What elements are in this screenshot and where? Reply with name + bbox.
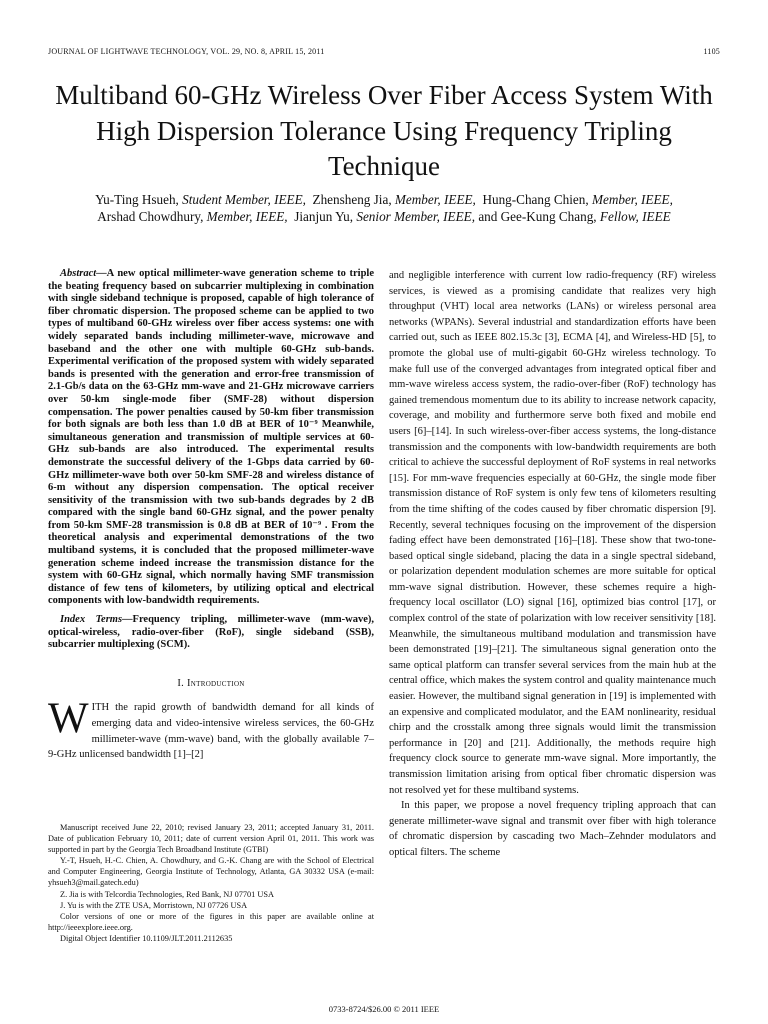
index-terms-text: —Frequency tripling, millimeter-wave (mm-wave), optical-wireless, radio-over-fiber (RoF), single sideband (SSB), subcarrier multiplexing (SCM). bbox=[48, 614, 374, 651]
author-name: Jianjun Yu, bbox=[294, 208, 354, 224]
footnote: J. Yu is with the ZTE USA, Morristown, NJ 07726 USA bbox=[60, 900, 248, 910]
index-terms bbox=[48, 614, 374, 652]
footnote: Color versions of one or more of the figures in this paper are available online at http://ieeexplore.ieee.org. bbox=[48, 911, 374, 932]
index-terms-label: Index Terms bbox=[60, 614, 123, 626]
abstract-label: Abstract bbox=[60, 268, 97, 279]
intro-paragraph bbox=[48, 695, 374, 762]
journal-name: JOURNAL OF LIGHTWAVE TECHNOLOGY, VOL. 29, NO. 8, APRIL 15, 2011 bbox=[48, 47, 325, 56]
author-name: Zhensheng Jia, bbox=[312, 192, 392, 207]
section-title: Introduction bbox=[187, 677, 245, 689]
footnote: Z. Jia is with Telcordia Technologies, Red Bank, NJ 07701 USA bbox=[60, 889, 274, 899]
footnote: Digital Object Identifier 10.1109/JLT.2011.2112635 bbox=[60, 933, 233, 943]
paper-title: Multiband 60-GHz Wireless Over Fiber Access System With High Dispersion Tolerance Using Frequency Tripling Technique bbox=[55, 80, 713, 181]
author-affiliation: Fellow, IEEE bbox=[599, 208, 671, 224]
author-name: Hung-Chang Chien, bbox=[482, 192, 589, 207]
section-heading bbox=[48, 678, 374, 691]
page-number: 1105 bbox=[703, 47, 720, 56]
footnote: Y.-T, Hsueh, H.-C. Chien, A. Chowdhury, and G.-K. Chang are with the School of Electrical and Computer Engineering, Georgia Institute of Technology, Atlanta, GA 30332 USA (e-mail: yhsueh3@mail.gatech.edu) bbox=[48, 856, 374, 888]
author-list bbox=[40, 192, 728, 225]
footnote: Manuscript received June 22, 2010; revised January 23, 2011; accepted January 31, 2011. Date of publication February 10, 2011; date of current version April 01, 2011. This work was supported in part by the Georgia Tech Broadband Institute (GTBI) bbox=[48, 823, 374, 855]
abstract bbox=[48, 268, 374, 608]
author-affiliation: Senior Member, IEEE, bbox=[356, 208, 476, 224]
author-affiliation: Member, IEEE, bbox=[394, 192, 476, 207]
author-affiliation: Student Member, IEEE, bbox=[182, 192, 306, 207]
author-name: Arshad Chowdhury, bbox=[97, 208, 204, 224]
footnotes bbox=[48, 822, 374, 944]
drop-cap: W bbox=[48, 695, 89, 743]
author-affiliation: Member, IEEE, bbox=[591, 192, 673, 207]
intro-text: ITH the rapid growth of bandwidth demand for all kinds of emerging data and video-intensive wireless services, the 60-GHz millimeter-wave (mm-wave) band, with the globally available 7–9-GHz unlicensed bandwidth [1]–[2] bbox=[48, 702, 374, 761]
left-column bbox=[48, 268, 374, 763]
author-conjunction: and bbox=[478, 208, 498, 224]
author-affiliation: Member, IEEE, bbox=[206, 208, 288, 224]
body-paragraph: In this paper, we propose a novel frequency tripling approach that can generate millimeter-wave signal and transmit over fiber with high tolerance of chromatic dispersion by cascading two Mach–Zehnder modulators and optical filters. The scheme bbox=[389, 800, 716, 858]
right-column bbox=[389, 268, 716, 861]
running-head bbox=[48, 47, 720, 56]
abstract-text: —A new optical millimeter-wave generation scheme to triple the beating frequency based on subcarrier multiplexing in combination with single sideband technique is proposed, capable of high tolerance of fiber chromatic dispersion. The proposed scheme can be applied to two types of multiband 60-GHz wireless over fiber access systems: one with widely separated bands including millimeter-wave, microwave and baseband and the other one with multiple 60-GHz sub-bands. Experimental verification of the proposed system with widely separated bands is presented with the generation and error-free transmission of 2.1-Gb/s data on the 63-GHz mm-wave and 21-GHz microwave carriers over 50-km single-mode fiber (SMF-28) without dispersion compensation. The power penalties caused by 50-km fiber transmission for both signals are both less than 1.0 dB at BER of 10⁻⁹ Meanwhile, simultaneous generation and transmission of multiple services at 60-GHz sub-bands are also introduced. The experimental results demonstrate the successful delivery of the 1-Gbps data carried by 60-GHz millimeter-wave both over 50-km SMF-28 and wireless distance of 6-m without any dispersion compensation. The optical receiver sensitivity of the transmission with two sub-bands degrades by 2 dB compared with the single band 60-GHz signal, and the power penalty from 50-km SMF-28 transmission is 0.8 dB at BER of 10⁻⁹ . From the theoretical analysis and experimental demonstrations of the two multiband systems, it is concluded that the proposed millimeter-wave generation scheme indeed increase the transmission distance for the system with 60-GHz signal, which normally having SMF transmission distance of few tens of kilometers, by utilizing optical and electrical components with low-bandwidth requirements. bbox=[48, 268, 374, 607]
author-name: Yu-Ting Hsueh, bbox=[95, 192, 179, 207]
author-name: Gee-Kung Chang, bbox=[500, 208, 597, 224]
body-paragraph: and negligible interference with current low radio-frequency (RF) wireless services, is viewed as a promising candidate that realizes very high throughput (VHT) local area networks (LANs) or wireless personal area networks (WPANs). Several industrial and standardization efforts have been carried out, such as IEEE 802.15.3c [3], ECMA [4], and Wireless-HD [5], to promote the global use of multi-gigabit 60-GHz wireless technology. To make full use of the converged advantages from integrated optical fiber and mm-wave wireless access system, the radio-over-fiber (RoF) technology has gained tremendous momentum due to its ability to increase network capacity, coverage, and mobility and furthermore serve both fixed and mobile end users [6]–[14]. In such wireless-over-fiber access systems, the long-distance transmission and the components with low-bandwidth requirements are both critical to achieve the successful deployment of RoF systems in real networks [15]. For mm-wave frequencies especially at 60-GHz, the single mode fiber transmission distance of RoF system is only few tens of kilometers resulting from the time shifting of the codes caused by fiber chromatic dispersion [9]. Recently, several techniques focusing on the improvement of the dispersion fading effect have been demonstrated [16]–[18]. These show that two-tone-based optical single sideband, placing the data in a single spectral sideband, or polarization dependent modulation schemes are more suitable for optical mm-wave signal distribution. However, these schemes require a high-frequency local oscillator (LO) signal [16], optimized bias control [17], or complex control of the state of polarization with low receiver sensitivity [18]. Meanwhile, the simultaneous multiband modulation and transmission have been demonstrated [19]–[21]. The simultaneous signal generation onto the same optical platform can transfer several services from the main hub at the central office, which makes the system control and quality maintenance much easier. However, the multiband signal generation in [19] is implemented with an expensive and complicated modulator, and the EAM nonlinearity, residual chirp and the crosstalk among three signals would limit the transmission performance in [20] and [21]. Additionally, the methods require high frequency clock source to generate mm-wave signal. More importantly, the transmission limitation arising from optical fiber chromatic dispersion was not resolved yet for these multiband systems. bbox=[389, 270, 716, 796]
copyright-line: 0733-8724/$26.00 © 2011 IEEE bbox=[328, 1004, 440, 1014]
section-number: I. bbox=[177, 677, 185, 689]
